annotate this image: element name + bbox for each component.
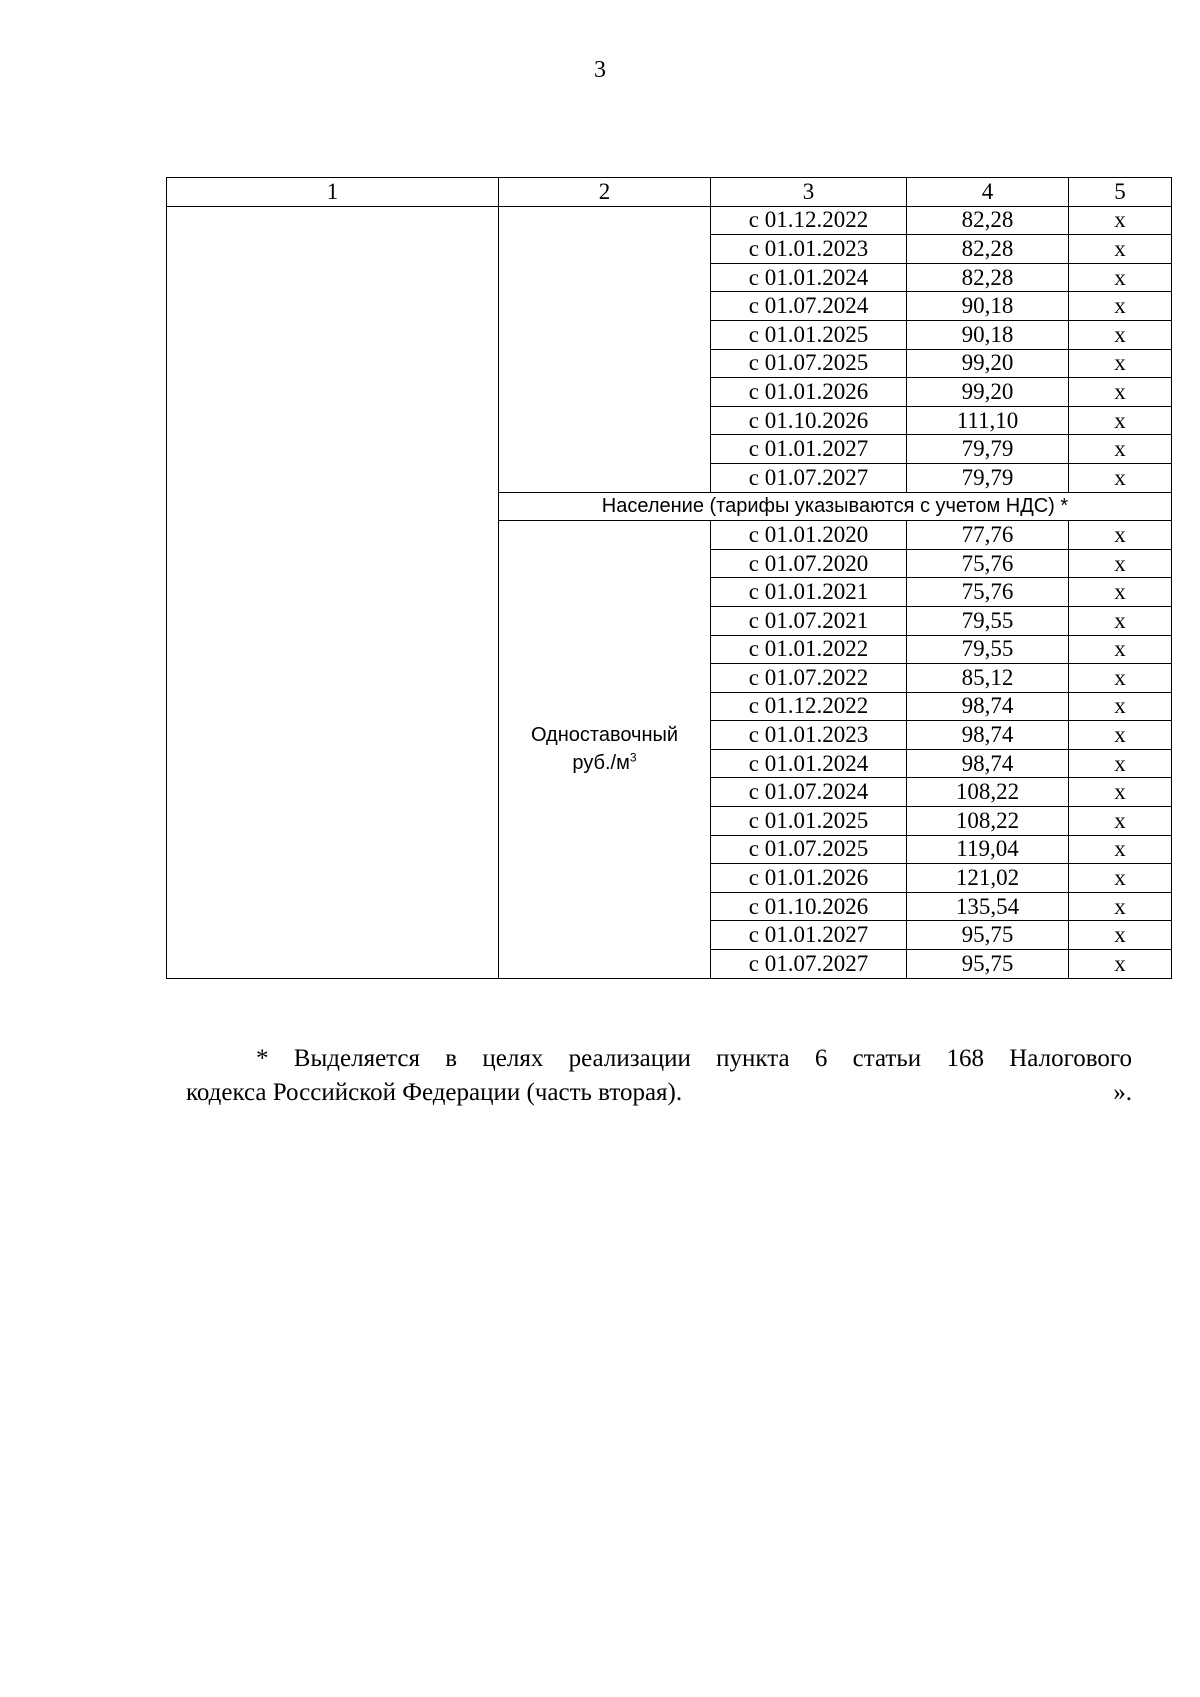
date-cell: с 01.07.2024 bbox=[711, 778, 907, 807]
mark-cell: х bbox=[1069, 950, 1172, 979]
value-cell: 79,79 bbox=[907, 435, 1069, 464]
mark-cell: х bbox=[1069, 835, 1172, 864]
date-cell: с 01.10.2026 bbox=[711, 892, 907, 921]
header-cell-4: 4 bbox=[907, 178, 1069, 207]
mark-cell: х bbox=[1069, 664, 1172, 693]
mark-cell: х bbox=[1069, 435, 1172, 464]
date-cell: с 01.01.2020 bbox=[711, 521, 907, 550]
date-cell: с 01.07.2027 bbox=[711, 463, 907, 492]
rate-type-unit-wrapper bbox=[499, 749, 710, 777]
value-cell: 111,10 bbox=[907, 406, 1069, 435]
value-cell: 119,04 bbox=[907, 835, 1069, 864]
mark-cell: х bbox=[1069, 292, 1172, 321]
date-cell: с 01.07.2022 bbox=[711, 664, 907, 693]
date-cell: с 01.07.2025 bbox=[711, 349, 907, 378]
date-cell: с 01.07.2027 bbox=[711, 950, 907, 979]
header-cell-1: 1 bbox=[167, 178, 499, 207]
date-cell: с 01.01.2024 bbox=[711, 749, 907, 778]
mark-cell: х bbox=[1069, 692, 1172, 721]
rate-type-cell bbox=[499, 521, 711, 979]
table-row bbox=[167, 206, 1172, 235]
mark-cell: х bbox=[1069, 320, 1172, 349]
value-cell: 79,55 bbox=[907, 606, 1069, 635]
value-cell: 99,20 bbox=[907, 378, 1069, 407]
value-cell: 75,76 bbox=[907, 549, 1069, 578]
tariff-table bbox=[166, 177, 1172, 979]
date-cell: с 01.01.2026 bbox=[711, 378, 907, 407]
value-cell: 75,76 bbox=[907, 578, 1069, 607]
tariff-table-body bbox=[167, 178, 1172, 979]
mark-cell: х bbox=[1069, 578, 1172, 607]
mark-cell: х bbox=[1069, 378, 1172, 407]
mark-cell: х bbox=[1069, 235, 1172, 264]
date-cell: с 01.01.2023 bbox=[711, 235, 907, 264]
mark-cell: х bbox=[1069, 549, 1172, 578]
date-cell: с 01.01.2023 bbox=[711, 721, 907, 750]
footnote bbox=[186, 1042, 1132, 1110]
date-cell: с 01.07.2020 bbox=[711, 549, 907, 578]
date-cell: с 01.10.2026 bbox=[711, 406, 907, 435]
footnote-line-2-wrapper bbox=[186, 1076, 1132, 1110]
mark-cell: х bbox=[1069, 864, 1172, 893]
rate-type-empty-cell bbox=[499, 206, 711, 492]
value-cell: 85,12 bbox=[907, 664, 1069, 693]
date-cell: с 01.12.2022 bbox=[711, 692, 907, 721]
mark-cell: х bbox=[1069, 807, 1172, 836]
mark-cell: х bbox=[1069, 778, 1172, 807]
value-cell: 90,18 bbox=[907, 292, 1069, 321]
category-cell bbox=[167, 206, 499, 978]
mark-cell: х bbox=[1069, 635, 1172, 664]
date-cell: с 01.07.2025 bbox=[711, 835, 907, 864]
value-cell: 121,02 bbox=[907, 864, 1069, 893]
header-cell-5: 5 bbox=[1069, 178, 1172, 207]
value-cell: 82,28 bbox=[907, 206, 1069, 235]
value-cell: 95,75 bbox=[907, 950, 1069, 979]
mark-cell: х bbox=[1069, 749, 1172, 778]
date-cell: с 01.01.2025 bbox=[711, 320, 907, 349]
mark-cell: х bbox=[1069, 606, 1172, 635]
table-header-row bbox=[167, 178, 1172, 207]
mark-cell: х bbox=[1069, 206, 1172, 235]
mark-cell: х bbox=[1069, 892, 1172, 921]
date-cell: с 01.01.2026 bbox=[711, 864, 907, 893]
value-cell: 135,54 bbox=[907, 892, 1069, 921]
value-cell: 108,22 bbox=[907, 807, 1069, 836]
footnote-line-1: * Выделяется в целях реализации пункта 6 статьи 168 Налогового bbox=[256, 1045, 1132, 1072]
date-cell: с 01.01.2027 bbox=[711, 435, 907, 464]
value-cell: 79,79 bbox=[907, 463, 1069, 492]
date-cell: с 01.01.2025 bbox=[711, 807, 907, 836]
mark-cell: х bbox=[1069, 406, 1172, 435]
rate-type-unit-superscript: 3 bbox=[629, 750, 637, 765]
value-cell: 82,28 bbox=[907, 235, 1069, 264]
mark-cell: х bbox=[1069, 921, 1172, 950]
mark-cell: х bbox=[1069, 349, 1172, 378]
value-cell: 77,76 bbox=[907, 521, 1069, 550]
value-cell: 98,74 bbox=[907, 749, 1069, 778]
value-cell: 79,55 bbox=[907, 635, 1069, 664]
value-cell: 90,18 bbox=[907, 320, 1069, 349]
value-cell: 99,20 bbox=[907, 349, 1069, 378]
rate-type-name: Одноставочный bbox=[530, 724, 679, 747]
value-cell: 95,75 bbox=[907, 921, 1069, 950]
date-cell: с 01.01.2024 bbox=[711, 263, 907, 292]
date-cell: с 01.01.2022 bbox=[711, 635, 907, 664]
date-cell: с 01.01.2027 bbox=[711, 921, 907, 950]
date-cell: с 01.12.2022 bbox=[711, 206, 907, 235]
date-cell: с 01.07.2024 bbox=[711, 292, 907, 321]
rate-type-unit: руб./м bbox=[572, 752, 630, 775]
value-cell: 108,22 bbox=[907, 778, 1069, 807]
value-cell: 98,74 bbox=[907, 721, 1069, 750]
header-cell-3: 3 bbox=[711, 178, 907, 207]
mark-cell: х bbox=[1069, 263, 1172, 292]
mark-cell: х bbox=[1069, 521, 1172, 550]
mark-cell: х bbox=[1069, 721, 1172, 750]
footnote-line-2: кодекса Российской Федерации (часть вторая). bbox=[186, 1079, 683, 1106]
date-cell: с 01.07.2021 bbox=[711, 606, 907, 635]
footnote-closing-quote: ». bbox=[1113, 1079, 1132, 1106]
mark-cell: х bbox=[1069, 463, 1172, 492]
value-cell: 98,74 bbox=[907, 692, 1069, 721]
header-cell-2: 2 bbox=[499, 178, 711, 207]
page-number: 3 bbox=[594, 57, 606, 83]
value-cell: 82,28 bbox=[907, 263, 1069, 292]
group-header-cell: Население (тарифы указываются с учетом НДС) * bbox=[499, 492, 1172, 521]
date-cell: с 01.01.2021 bbox=[711, 578, 907, 607]
